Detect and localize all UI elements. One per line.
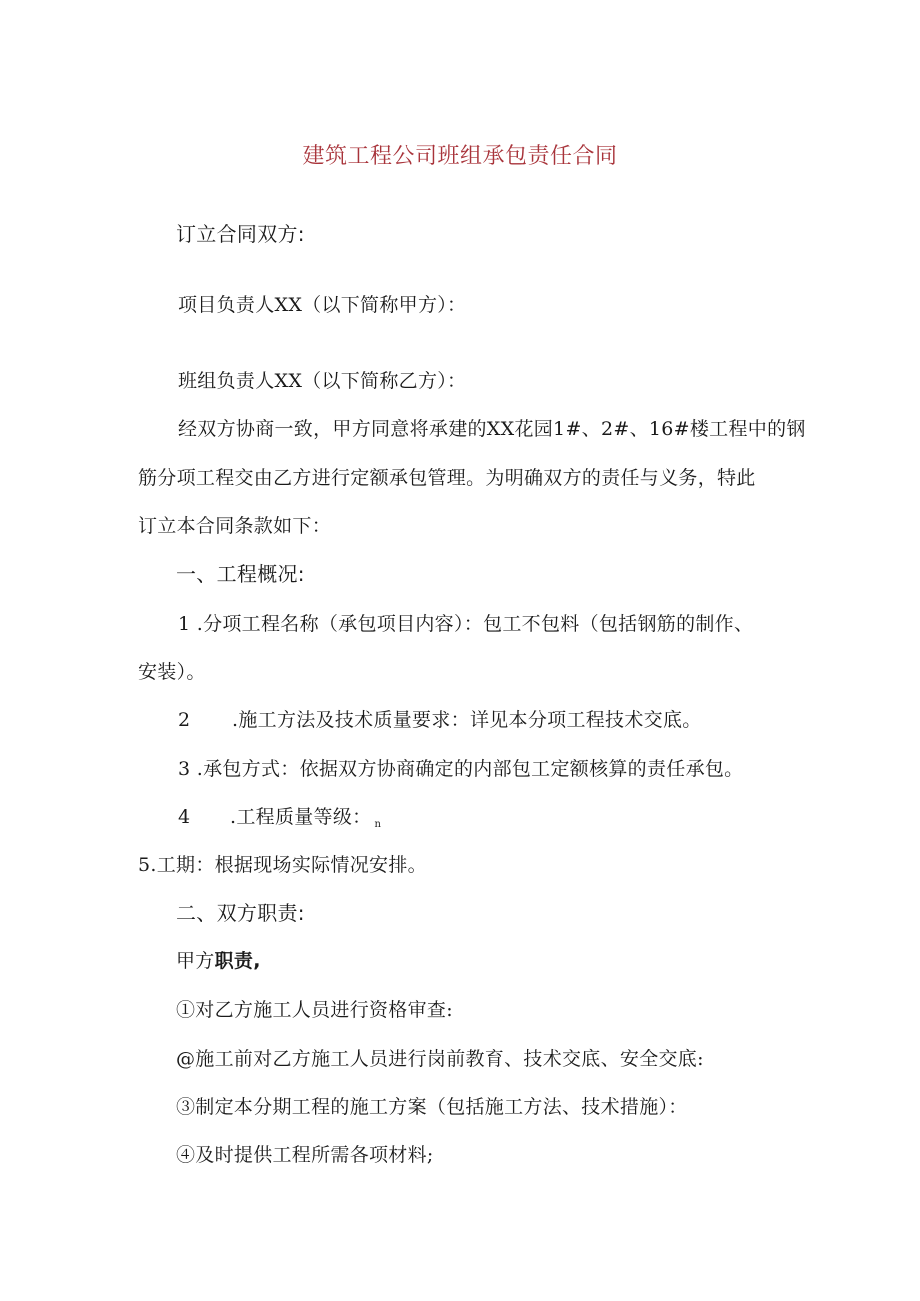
item5-line: 5.工期：根据现场实际情况安排。 — [138, 854, 427, 876]
item3-line: 3 .承包方式：依据双方协商确定的内部包工定额核算的责任承包。 — [178, 758, 744, 780]
intro-line-2: 筋分项工程交由乙方进行定额承包管理。为明确双方的责任与义务，特此 — [138, 467, 756, 489]
party-a-duties-prefix: 甲方 — [176, 950, 215, 972]
item4-mark: n — [374, 819, 382, 830]
section2-heading: 二、双方职责: — [176, 901, 305, 925]
item4-number: 4 — [178, 806, 191, 828]
party-b-line: 班组负责人XX（以下简称乙方）： — [178, 370, 467, 392]
party-a-line: 项目负责人XX（以下简称甲方）： — [178, 294, 467, 316]
duty-item-1: ①对乙方施工人员进行资格审查: — [176, 999, 453, 1021]
item2-number: 2 — [178, 709, 191, 731]
duty-item-4: ④及时提供工程所需各项材料; — [176, 1144, 434, 1166]
item4-text: .工程质量等级： — [230, 806, 372, 828]
parties-heading: 订立合同双方: — [176, 222, 305, 246]
party-a-duties-heading — [176, 948, 261, 974]
party-a-duties-bold: 职责, — [214, 950, 261, 972]
intro-line-1: 经双方协商一致，甲方同意将承建的XX花园1#、2#、16#楼工程中的钢 — [178, 418, 806, 440]
item2-line — [178, 707, 702, 733]
document-title: 建筑工程公司班组承包责任合同 — [302, 144, 618, 169]
item1-line1: 1 .分项工程名称（承包项目内容）：包工不包料（包括钢筋的制作、 — [178, 613, 754, 635]
duty-item-3: ③制定本分期工程的施工方案（包括施工方法、技术措施）： — [176, 1096, 688, 1118]
section1-heading: 一、工程概况: — [176, 562, 305, 586]
item1-line2: 安装）。 — [138, 661, 206, 683]
item2-text: .施工方法及技术质量要求：详见本分项工程技术交底。 — [232, 709, 702, 731]
item4-line — [178, 804, 381, 838]
intro-line-3: 订立本合同条款如下： — [138, 515, 332, 537]
duty-item-2: @施工前对乙方施工人员进行岗前教育、技术交底、安全交底: — [176, 1048, 704, 1070]
